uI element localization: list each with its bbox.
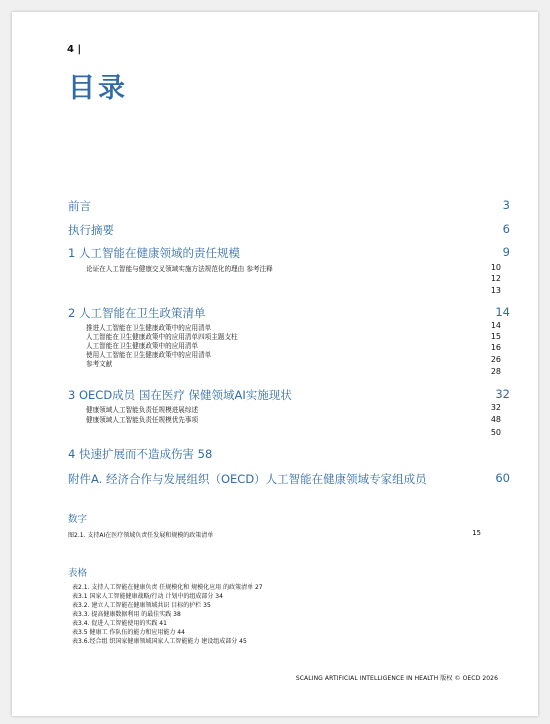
toc-page-annex: 60: [495, 471, 510, 485]
toc-subpage: 26: [490, 355, 501, 364]
tables-heading: 表格: [68, 568, 88, 579]
toc-entry-chapter-2[interactable]: 2 人工智能在卫生政策清单: [68, 306, 206, 320]
toc-entry-preface[interactable]: 前言: [68, 199, 91, 213]
toc-subpage: 32: [490, 403, 501, 412]
toc-subpage: 12: [490, 274, 501, 283]
toc-entry-exec-summary[interactable]: 执行摘要: [68, 223, 114, 237]
toc-entry-chapter-3[interactable]: 3 OECD成员 国在医疗 保健领域AI实施现状: [68, 388, 292, 402]
table-entry[interactable]: 表3.5 健康工 作队伍的能力和应用能力 44: [72, 629, 185, 636]
toc-page-exec-summary: 6: [502, 222, 510, 236]
page-title: 目录: [68, 73, 128, 104]
toc-entry-annex[interactable]: 附件A. 经济合作与发展组织（OECD）人工智能在健康领域专家组成员: [68, 472, 427, 486]
toc-page-chapter-2: 14: [495, 305, 510, 319]
toc-subentry[interactable]: 使用人工智能在卫生健康政策中的应用清单: [86, 351, 212, 359]
toc-entry-chapter-1[interactable]: 1 人工智能在健康领域的责任规模: [68, 246, 240, 260]
table-entry[interactable]: 表3.2. 建立人工智能在健康领域共识 目标的护栏 35: [72, 602, 211, 609]
toc-page-chapter-1: 9: [502, 245, 510, 259]
table-entry[interactable]: 表3.1 国家人工智能健康战略/行动 计划中的组成部分 34: [72, 593, 223, 600]
document-page: [12, 12, 538, 716]
toc-subentry[interactable]: 论证在人工智能与健康交叉领域实施方法规范化的理由 参考注释: [86, 265, 273, 273]
toc-subpage: 13: [490, 286, 501, 295]
toc-subpage: 48: [490, 415, 501, 424]
toc-entry-chapter-4[interactable]: 4 快速扩展而不造成伤害 58: [68, 447, 213, 461]
table-entry[interactable]: 表2.1. 支持人工智能在健康负责 任规模化和 规模化应用 的政策清单 27: [72, 584, 263, 591]
toc-subentry[interactable]: 参考文献: [86, 360, 113, 368]
toc-subentry[interactable]: 健康领域人工智能负责任规模优先事项: [86, 416, 199, 424]
toc-page-chapter-3: 32: [495, 387, 510, 401]
toc-subentry[interactable]: 人工智能在卫生健康政策中的应用清单四项主题支柱: [86, 333, 238, 341]
toc-subpage: 28: [490, 367, 501, 376]
table-entry[interactable]: 表3.3. 提高健康数据利用 的最佳实践 38: [72, 611, 181, 618]
table-entry[interactable]: 表3.4. 促进人工智能使用的实践 41: [72, 620, 167, 627]
page-number: 4 |: [67, 44, 82, 55]
figure-entry[interactable]: 图2.1. 支持AI在医疗领域负责任发展和规模的政策清单: [68, 532, 214, 539]
toc-subpage: 16: [490, 343, 501, 352]
toc-page-preface: 3: [502, 198, 510, 212]
toc-subentry[interactable]: 推进人工智能在卫生健康政策中的应用清单: [86, 324, 212, 332]
toc-subpage: 10: [490, 263, 501, 272]
toc-subpage: 14: [490, 321, 501, 330]
toc-subentry[interactable]: 人工智能在卫生健康政策中的应用清单: [86, 342, 199, 350]
table-entry[interactable]: 表3.6.经合组 织国家健康领域国家人工智能能力 建设组成部分 45: [72, 638, 247, 645]
toc-subentry[interactable]: 健康领域人工智能负责任规模进展综述: [86, 406, 199, 414]
page-footer: SCALING ARTIFICIAL INTELLIGENCE IN HEALTH 版权 © OECD 2026: [295, 675, 498, 682]
toc-subpage: 15: [490, 332, 501, 341]
figure-page: 15: [472, 529, 481, 537]
figures-heading: 数字: [68, 514, 88, 525]
toc-subpage: 50: [490, 428, 501, 437]
